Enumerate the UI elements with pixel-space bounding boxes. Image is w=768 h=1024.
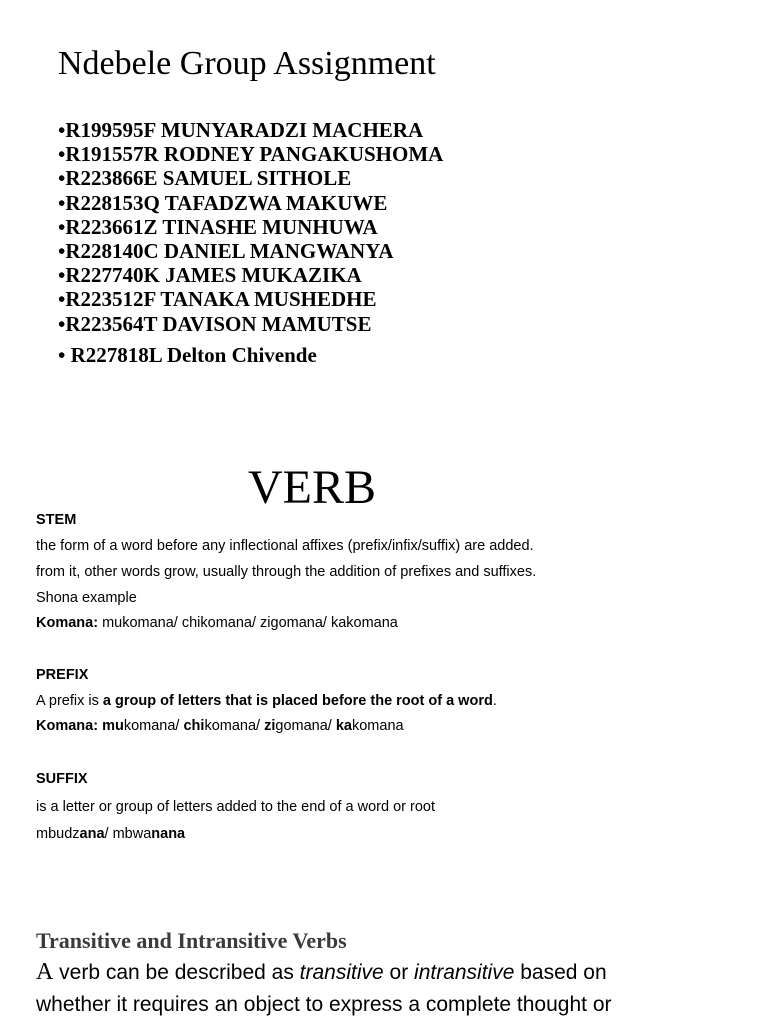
transitive-line-2: whether it requires an object to express a complete thought or <box>36 993 612 1016</box>
suffix-heading: SUFFIX <box>36 771 88 787</box>
term-transitive: transitive <box>299 961 384 984</box>
document-title: Ndebele Group Assignment <box>58 45 436 82</box>
suffix-part: ana <box>79 826 105 842</box>
suffix-root: mbudz <box>36 826 80 842</box>
prefix-part: zi <box>264 718 276 734</box>
stem-example <box>36 615 398 631</box>
stem-example-label: Shona example <box>36 590 137 606</box>
member-item-last: • R227818L Delton Chivende <box>58 343 317 367</box>
prefix-def-start: A prefix is <box>36 693 103 709</box>
stem-example-forms: mukomana/ chikomana/ zigomana/ kakomana <box>98 615 398 631</box>
member-item: •R227740K JAMES MUKAZIKA <box>58 263 362 288</box>
prefix-example-word: Komana: <box>36 718 103 734</box>
suffix-part: nana <box>151 826 186 842</box>
member-item: •R223564T DAVISON MAMUTSE <box>58 311 372 336</box>
transitive-body <box>36 956 756 1021</box>
stem-heading: STEM <box>36 512 77 528</box>
prefix-example <box>36 718 404 734</box>
stem-example-word: Komana: <box>36 615 99 631</box>
prefix-def-end: . <box>492 693 497 709</box>
text-run: based on <box>514 961 607 984</box>
stem-definition-1: the form of a word before any inflectional affixes (prefix/infix/suffix) are added. <box>36 538 534 554</box>
suffix-definition: is a letter or group of letters added to the end of a word or root <box>36 799 435 815</box>
term-intransitive: intransitive <box>414 961 515 984</box>
prefix-part: mu <box>102 718 124 734</box>
verb-heading: VERB <box>248 461 377 514</box>
transitive-heading: Transitive and Intransitive Verbs <box>36 928 347 953</box>
prefix-root: gomana/ <box>275 718 336 734</box>
transitive-line-1 <box>36 956 756 989</box>
member-list <box>58 118 443 336</box>
suffix-root: / mbwa <box>104 826 152 842</box>
prefix-root: komana <box>351 718 404 734</box>
member-item: •R223661Z TINASHE MUNHUWA <box>58 214 378 239</box>
stem-definition-2: from it, other words grow, usually through the addition of prefixes and suffixes. <box>36 564 537 580</box>
dropcap-letter: A <box>36 959 54 985</box>
member-item: •R191557R RODNEY PANGAKUSHOMA <box>58 142 444 167</box>
member-item: •R223512F TANAKA MUSHEDHE <box>58 287 377 312</box>
suffix-example <box>36 826 185 842</box>
prefix-root: komana/ <box>123 718 184 734</box>
text-run: or <box>383 961 415 984</box>
member-item: •R223866E SAMUEL SITHOLE <box>58 166 352 191</box>
text-run: verb can be described as <box>53 961 300 984</box>
prefix-heading: PREFIX <box>36 667 89 683</box>
prefix-def-bold: a group of letters that is placed before the root of a word <box>102 693 493 709</box>
prefix-part: ka <box>335 718 352 734</box>
prefix-part: chi <box>183 718 205 734</box>
member-item: •R228140C DANIEL MANGWANYA <box>58 239 394 264</box>
member-item: •R199595F MUNYARADZI MACHERA <box>58 118 424 142</box>
prefix-root: komana/ <box>204 718 265 734</box>
prefix-definition <box>36 693 497 709</box>
member-item: •R228153Q TAFADZWA MAKUWE <box>58 190 388 215</box>
